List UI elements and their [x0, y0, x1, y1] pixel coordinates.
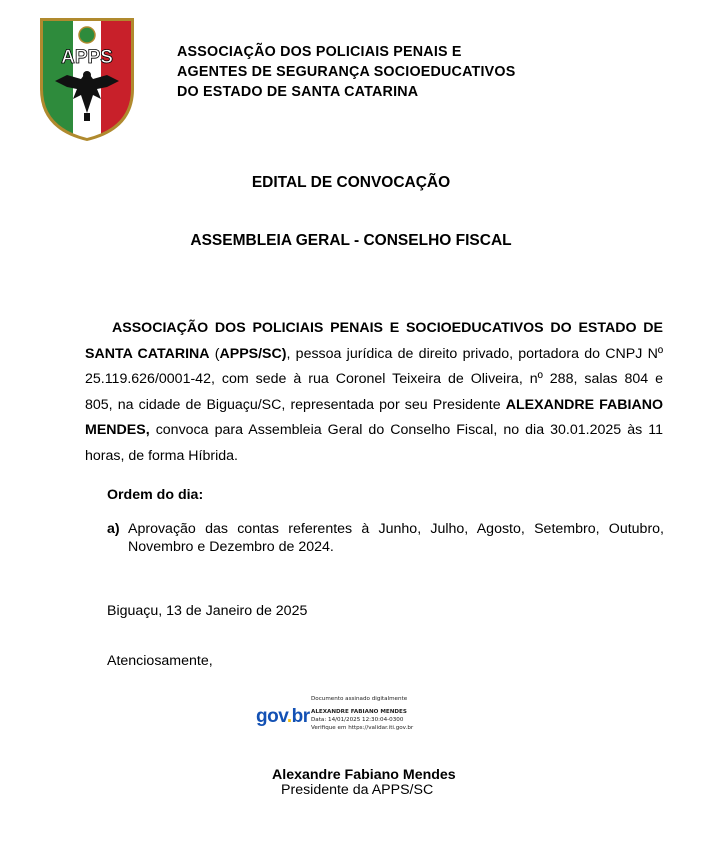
agenda-item-marker: a) — [107, 521, 120, 537]
header-line-3: DO ESTADO DE SANTA CATARINA — [177, 84, 419, 100]
agenda-heading: Ordem do dia: — [107, 487, 204, 503]
body-line-4: 805, na cidade de Biguaçu/SC, representada por seu Presidente ALEXANDRE FABIANO — [85, 396, 663, 413]
agenda-item-line-1: Aprovação das contas referentes à Junho, Julho, Agosto, Setembro, Outubro, — [128, 521, 664, 537]
agenda-item-line-2: Novembro e Dezembro de 2024. — [128, 539, 334, 555]
govbr-logo: gov.br — [256, 706, 310, 727]
body-paragraph — [85, 316, 663, 469]
body-line-6: horas, de forma Híbrida. — [85, 447, 238, 464]
closing-text: Atenciosamente, — [107, 653, 213, 669]
signature-signer-name: ALEXANDRE FABIANO MENDES — [311, 709, 407, 715]
signature-caption: Documento assinado digitalmente — [311, 696, 408, 702]
header-line-1: ASSOCIAÇÃO DOS POLICIAIS PENAIS E — [177, 44, 462, 60]
apps-logo — [37, 17, 137, 142]
signature-verify-url: Verifique em https://validar.iti.gov.br — [311, 725, 414, 731]
body-line-1: ASSOCIAÇÃO DOS POLICIAIS PENAIS E SOCIOEDUCATIVOS DO ESTADO DE — [112, 320, 663, 336]
signatory-name: Alexandre Fabiano Mendes — [272, 767, 456, 783]
body-line-5: MENDES, convoca para Assembleia Geral do Conselho Fiscal, no dia 30.01.2025 às 11 — [85, 422, 663, 438]
body-line-3: 25.119.626/0001-42, com sede à rua Coronel Teixeira de Oliveira, nº 288, salas 804 e — [85, 371, 663, 387]
logo-text: APPS — [61, 47, 113, 68]
document-title: EDITAL DE CONVOCAÇÃO — [251, 174, 451, 191]
date-line: Biguaçu, 13 de Janeiro de 2025 — [107, 603, 308, 619]
signature-date: Data: 14/01/2025 12:30:04-0300 — [311, 717, 404, 723]
header-line-2: AGENTES DE SEGURANÇA SOCIOEDUCATIVOS — [177, 64, 516, 80]
body-line-2: SANTA CATARINA (APPS/SC), pessoa jurídica de direito privado, portadora do CNPJ Nº — [85, 345, 663, 362]
document-subtitle: ASSEMBLEIA GERAL - CONSELHO FISCAL — [190, 232, 512, 249]
signatory-role: Presidente da APPS/SC — [281, 782, 434, 798]
